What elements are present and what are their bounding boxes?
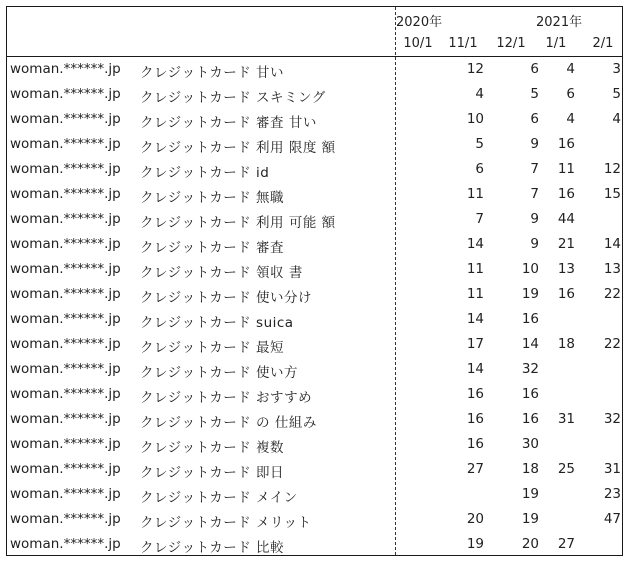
rank-cell: 11 xyxy=(466,261,484,277)
keyword-cell: クレジットカード 比較 xyxy=(140,540,285,556)
site-cell: woman.******.jp xyxy=(10,261,121,277)
keyword-cell: クレジットカード 複数 xyxy=(140,440,285,456)
rank-cell: 25 xyxy=(557,461,575,477)
table-row xyxy=(7,257,622,282)
rank-cell: 14 xyxy=(603,236,621,252)
keyword-cell: クレジットカード 即日 xyxy=(140,465,285,481)
table-row xyxy=(7,482,622,507)
keyword-cell: クレジットカード 甘い xyxy=(140,65,285,81)
rank-cell: 6 xyxy=(530,61,539,77)
keyword-cell: クレジットカード の 仕組み xyxy=(140,415,317,431)
rank-cell: 15 xyxy=(603,186,621,202)
site-cell: woman.******.jp xyxy=(10,536,121,552)
table-row xyxy=(7,307,622,332)
rank-cell: 16 xyxy=(557,136,575,152)
table-row xyxy=(7,507,622,532)
rank-cell: 18 xyxy=(521,461,539,477)
rank-cell: 19 xyxy=(521,286,539,302)
table-row xyxy=(7,107,622,132)
keyword-cell: クレジットカード 領収 書 xyxy=(140,265,303,281)
ranking-table xyxy=(6,6,623,556)
rank-cell: 16 xyxy=(557,286,575,302)
rank-cell: 16 xyxy=(557,186,575,202)
rank-cell: 7 xyxy=(530,186,539,202)
site-cell: woman.******.jp xyxy=(10,286,121,302)
rank-cell: 13 xyxy=(557,261,575,277)
rank-cell: 27 xyxy=(466,461,484,477)
rank-cell: 44 xyxy=(557,211,575,227)
rank-cell: 14 xyxy=(521,336,539,352)
rank-cell: 4 xyxy=(475,86,484,102)
rank-cell: 10 xyxy=(466,111,484,127)
rank-cell: 31 xyxy=(603,461,621,477)
rank-cell: 16 xyxy=(521,386,539,402)
rank-cell: 22 xyxy=(603,286,621,302)
rank-cell: 16 xyxy=(466,386,484,402)
keyword-cell: クレジットカード 使い方 xyxy=(140,365,299,381)
keyword-cell: クレジットカード suica xyxy=(140,315,294,331)
date-header-oct: 10/1 xyxy=(403,36,433,51)
table-row xyxy=(7,157,622,182)
keyword-cell: クレジットカード 利用 可能 額 xyxy=(140,215,336,231)
keyword-cell: クレジットカード 無職 xyxy=(140,190,285,206)
site-cell: woman.******.jp xyxy=(10,136,121,152)
keyword-cell: クレジットカード スキミング xyxy=(140,90,326,106)
table-row xyxy=(7,532,622,557)
rank-cell: 13 xyxy=(603,261,621,277)
year-2020-label: 2020年 xyxy=(396,15,443,30)
keyword-cell: クレジットカード id xyxy=(140,165,270,181)
rank-cell: 22 xyxy=(603,336,621,352)
rank-cell: 6 xyxy=(530,111,539,127)
keyword-cell: クレジットカード メリット xyxy=(140,515,312,531)
rank-cell: 12 xyxy=(466,61,484,77)
table-row xyxy=(7,82,622,107)
site-cell: woman.******.jp xyxy=(10,386,121,402)
site-cell: woman.******.jp xyxy=(10,311,121,327)
site-cell: woman.******.jp xyxy=(10,111,121,127)
site-cell: woman.******.jp xyxy=(10,211,121,227)
rank-cell: 21 xyxy=(557,236,575,252)
keyword-cell: クレジットカード 最短 xyxy=(140,340,285,356)
rank-cell: 14 xyxy=(466,236,484,252)
table-row xyxy=(7,57,622,82)
rank-cell: 9 xyxy=(530,211,539,227)
rank-cell: 5 xyxy=(612,86,621,102)
table-row xyxy=(7,432,622,457)
rank-cell: 3 xyxy=(612,61,621,77)
rank-cell: 19 xyxy=(521,511,539,527)
site-cell: woman.******.jp xyxy=(10,236,121,252)
site-cell: woman.******.jp xyxy=(10,61,121,77)
keyword-cell: クレジットカード おすすめ xyxy=(140,390,313,406)
rank-cell: 16 xyxy=(521,411,539,427)
table-row xyxy=(7,282,622,307)
keyword-cell: クレジットカード 審査 xyxy=(140,240,285,256)
table-row xyxy=(7,182,622,207)
rank-cell: 47 xyxy=(603,511,621,527)
rank-cell: 16 xyxy=(466,436,484,452)
table-row xyxy=(7,382,622,407)
year-2021-label: 2021年 xyxy=(536,15,583,30)
rank-cell: 6 xyxy=(566,86,575,102)
site-cell: woman.******.jp xyxy=(10,511,121,527)
rank-cell: 32 xyxy=(521,361,539,377)
rank-cell: 31 xyxy=(557,411,575,427)
rank-cell: 9 xyxy=(530,136,539,152)
date-header-dec: 12/1 xyxy=(496,36,526,51)
rank-cell: 30 xyxy=(521,436,539,452)
table-row xyxy=(7,457,622,482)
table-row xyxy=(7,407,622,432)
rank-cell: 5 xyxy=(530,86,539,102)
site-cell: woman.******.jp xyxy=(10,361,121,377)
site-cell: woman.******.jp xyxy=(10,86,121,102)
rank-cell: 12 xyxy=(603,161,621,177)
rank-cell: 23 xyxy=(603,486,621,502)
date-header-jan: 1/1 xyxy=(545,36,567,51)
rank-cell: 20 xyxy=(466,511,484,527)
rank-cell: 18 xyxy=(557,336,575,352)
header-row xyxy=(7,7,622,57)
rank-cell: 9 xyxy=(530,236,539,252)
site-cell: woman.******.jp xyxy=(10,461,121,477)
site-cell: woman.******.jp xyxy=(10,161,121,177)
rank-cell: 11 xyxy=(557,161,575,177)
site-cell: woman.******.jp xyxy=(10,411,121,427)
rank-cell: 20 xyxy=(521,536,539,552)
table-row xyxy=(7,132,622,157)
keyword-cell: クレジットカード 審査 甘い xyxy=(140,115,317,131)
rank-cell: 19 xyxy=(521,486,539,502)
rank-cell: 16 xyxy=(466,411,484,427)
rank-cell: 4 xyxy=(612,111,621,127)
rank-cell: 32 xyxy=(603,411,621,427)
rank-cell: 7 xyxy=(530,161,539,177)
table-row xyxy=(7,232,622,257)
rank-cell: 7 xyxy=(475,211,484,227)
rank-cell: 19 xyxy=(466,536,484,552)
date-header-nov: 11/1 xyxy=(448,36,478,51)
rank-cell: 27 xyxy=(557,536,575,552)
rank-cell: 5 xyxy=(475,136,484,152)
date-header-feb: 2/1 xyxy=(592,36,614,51)
site-cell: woman.******.jp xyxy=(10,186,121,202)
keyword-cell: クレジットカード 使い分け xyxy=(140,290,313,306)
rank-cell: 14 xyxy=(466,311,484,327)
rank-cell: 11 xyxy=(466,286,484,302)
site-cell: woman.******.jp xyxy=(10,336,121,352)
rank-cell: 16 xyxy=(521,311,539,327)
rank-cell: 17 xyxy=(466,336,484,352)
rank-cell: 6 xyxy=(475,161,484,177)
site-cell: woman.******.jp xyxy=(10,486,121,502)
rank-cell: 4 xyxy=(566,61,575,77)
table-row xyxy=(7,207,622,232)
rank-cell: 4 xyxy=(566,111,575,127)
keyword-cell: クレジットカード 利用 限度 額 xyxy=(140,140,336,156)
rank-cell: 14 xyxy=(466,361,484,377)
table-row xyxy=(7,357,622,382)
keyword-cell: クレジットカード メイン xyxy=(140,490,298,506)
site-cell: woman.******.jp xyxy=(10,436,121,452)
table-row xyxy=(7,332,622,357)
rank-cell: 11 xyxy=(466,186,484,202)
table-body xyxy=(7,57,622,557)
rank-cell: 10 xyxy=(521,261,539,277)
